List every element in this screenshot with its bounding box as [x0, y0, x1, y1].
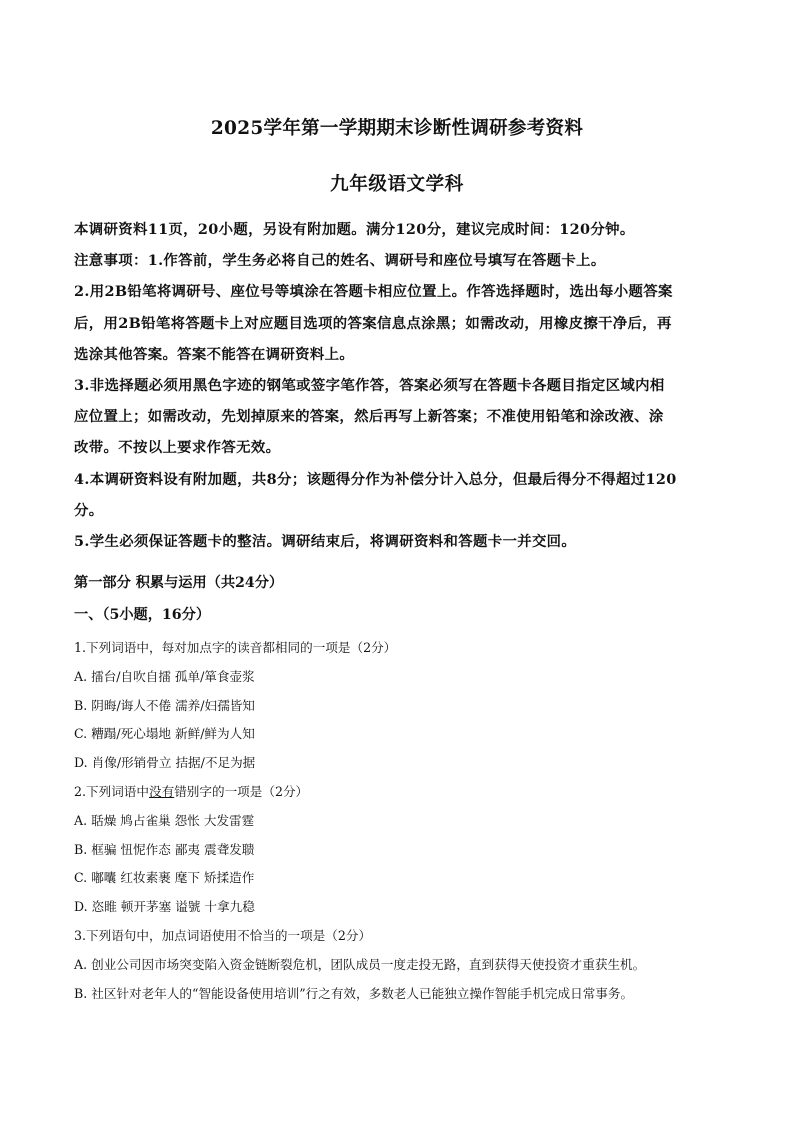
question-3-stem: 3.下列语句中，加点词语使用不恰当的一项是（2分）	[74, 927, 372, 943]
instruction-line: 本调研资料11页，20小题，另设有附加题。满分120分，建议完成时间：120分钟。	[74, 221, 635, 238]
question-2-option-a: A. 聒燥 鸠占雀巢 怨怅 大发雷霆	[74, 812, 255, 828]
instruction-line: 分。	[74, 501, 104, 519]
question-1-option-d: D. 肖像/形销骨立 拮据/不足为据	[74, 755, 256, 771]
instruction-line: 选涂其他答案。答案不能答在调研资料上。	[74, 345, 355, 363]
instruction-line: 后，用2B铅笔将答题卡上对应题目选项的答案信息点涂黑；如需改动，用橡皮擦干净后，再	[74, 314, 672, 332]
instruction-line: 4.本调研资料设有附加题，共8分；该题得分作为补偿分计入总分，但最后得分不得超过120	[74, 470, 677, 488]
instructions	[74, 214, 724, 557]
question-3-option-b: B. 社区针对老年人的“智能设备使用培训”行之有效，多数老人已能独立操作智能手机完成日常事务。	[74, 985, 634, 1001]
question-1-stem: 1.下列词语中，每对加点字的读音都相同的一项是（2分）	[74, 640, 397, 655]
question-2-stem-start: 2.下列词语中	[74, 783, 149, 799]
question-1-option-a: A. 擂台/自吹自擂 孤单/箪食壶浆	[74, 668, 255, 684]
instruction-line: 注意事项：1.作答前，学生务必将自己的姓名、调研号和座位号填写在答题卡上。	[74, 252, 606, 270]
question-3-option-a: A. 创业公司因市场突变陷入资金链断裂危机，团队成员一度走投无路，直到获得天使投资才重获生机。	[74, 956, 646, 972]
instruction-line: 应位置上；如需改动，先划掉原来的答案，然后再写上新答案；不准使用铅笔和涂改液、涂	[74, 408, 664, 426]
question-2-option-d: D. 恣睢 顿开茅塞 谥號 十拿九稳	[74, 899, 255, 915]
question-1-option-c: C. 糟蹋/死心塌地 新鲜/鲜为人知	[74, 726, 255, 742]
instruction-line: 3.非选择题必须用黑色字迹的钢笔或签字笔作答，答案必须写在答题卡各题目指定区域内相	[74, 376, 665, 394]
part-heading: 第一部分 积累与运用（共24分）	[74, 575, 284, 591]
section-heading: 一、（5小题，16分）	[74, 607, 211, 623]
subject-title: 九年级语文学科	[330, 174, 464, 195]
question-2-option-b: B. 框骗 忸怩作态 鄙夷 震聋发聩	[74, 841, 255, 857]
instruction-line: 5.学生必须保证答题卡的整洁。调研结束后，将调研资料和答题卡一并交回。	[74, 532, 577, 550]
questions	[74, 634, 734, 1008]
question-2-stem-end: 错别字的一项是（2分）	[174, 783, 309, 799]
question-2-stem	[74, 778, 734, 807]
instruction-line: 2.用2B铅笔将调研号、座位号等填涂在答题卡相应位置上。作答选择题时，选出每小题答案	[74, 283, 673, 301]
question-1-option-b: B. 阴晦/诲人不倦 濡养/妇孺皆知	[74, 697, 255, 713]
question-2-option-c: C. 嘟囔 红妆素裹 麾下 矫揉造作	[74, 870, 255, 886]
question-2-underlined-word: 没有	[149, 783, 175, 799]
exam-title: 2025学年第一学期期末诊断性调研参考资料	[210, 118, 584, 139]
instruction-line: 改带。不按以上要求作答无效。	[74, 439, 281, 457]
